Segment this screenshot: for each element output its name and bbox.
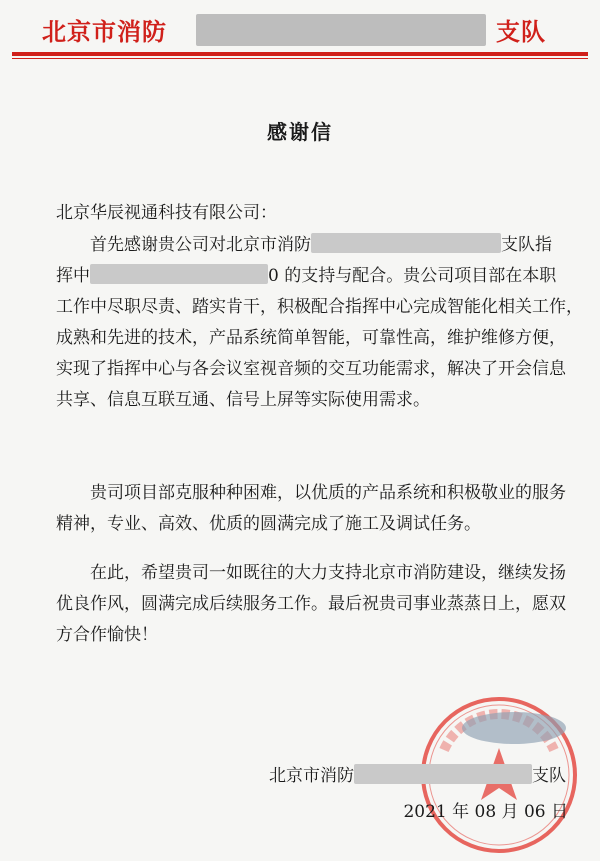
text-line: 工作中尽职尽责、踏实肯干，积极配合指挥中心完成智能化相关工作， xyxy=(56,297,583,317)
letterhead xyxy=(10,4,590,52)
redaction-inline xyxy=(90,264,268,284)
redaction-block xyxy=(196,14,486,46)
letterhead-org-suffix: 支队 xyxy=(496,18,546,46)
letterhead-rule xyxy=(12,52,588,56)
signature-org xyxy=(269,761,566,786)
text-segment: 北京市消防 xyxy=(269,766,354,786)
text-line: 精神，专业、高效、优质的圆满完成了施工及调试任务。 xyxy=(56,514,481,534)
paragraph-2 xyxy=(56,478,576,540)
text-line: 在此，希望贵司一如既往的大力支持北京市消防建设，继续发扬 xyxy=(90,563,566,583)
redaction-inline xyxy=(311,233,501,253)
text-segment: 支队 xyxy=(532,766,566,786)
letterhead-rule-thin xyxy=(12,58,588,59)
paragraph-3 xyxy=(56,558,576,651)
text-segment: 挥中 xyxy=(56,266,90,286)
letter-date: 2021 年 08 月 06 日 xyxy=(403,802,568,822)
letterhead-org-name: 北京市消防 xyxy=(42,18,167,46)
text-segment: 支队指 xyxy=(501,235,552,255)
text-line: 方合作愉快！ xyxy=(56,625,158,645)
text-line: 成熟和先进的技术，产品系统简单智能，可靠性高，维护维修方便， xyxy=(56,328,566,348)
text-segment: 首先感谢贵公司对北京市消防 xyxy=(90,235,311,255)
letter-title: 感谢信 xyxy=(267,120,333,144)
text-line: 优良作风，圆满完成后续服务工作。最后祝贵司事业蒸蒸日上，愿双 xyxy=(56,594,566,614)
text-line: 共享、信息互联互通、信号上屏等实际使用需求。 xyxy=(56,390,430,410)
text-segment: 0 的支持与配合。贵公司项目部在本职 xyxy=(268,266,557,286)
salutation: 北京华辰视通科技有限公司： xyxy=(56,203,277,223)
redaction-inline xyxy=(354,764,532,784)
text-line: 贵司项目部克服种种困难，以优质的产品系统和积极敬业的服务 xyxy=(90,483,566,503)
paragraph-1 xyxy=(56,230,583,416)
text-line: 实现了指挥中心与各会议室视音频的交互功能需求，解决了开会信息 xyxy=(56,359,566,379)
